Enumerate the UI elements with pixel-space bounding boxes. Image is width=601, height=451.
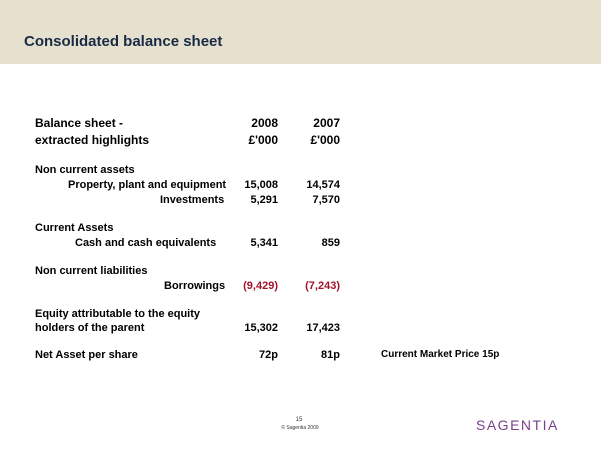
row-cash-2007: 859 [321,237,340,249]
page-number: 15 [295,417,303,423]
row-nav-2008: 72p [259,349,278,361]
table-heading-line2: extracted highlights [35,133,150,147]
section-non-current-liabilities: Non current liabilities [35,265,148,277]
row-equity-2008: 15,302 [244,322,278,334]
row-label-ppe: Property, plant and equipment [68,179,227,191]
row-nav-2007: 81p [321,349,340,361]
row-cash-2008: 5,341 [250,237,278,249]
row-ppe-2007: 14,574 [306,179,340,191]
row-investments-2007: 7,570 [312,194,340,206]
section-non-current-assets: Non current assets [35,164,135,176]
column-header-2008: 2008 [251,116,278,130]
sagentia-logo [476,416,580,432]
column-header-2007: 2007 [313,116,340,130]
row-investments-2008: 5,291 [250,194,278,206]
row-borrowings-2008: (9,429) [243,280,278,292]
table-heading-line1: Balance sheet - [35,116,124,130]
logo-text: SAGENTIA [476,417,559,432]
row-label-borrowings: Borrowings [164,280,226,292]
market-price-note: Current Market Price 15p [381,349,500,360]
section-equity-line2: holders of the parent [35,322,145,334]
column-unit-2008: £'000 [248,133,278,147]
page-title: Consolidated balance sheet [24,33,223,50]
section-current-assets: Current Assets [35,222,114,234]
row-label-investments: Investments [160,194,225,206]
row-equity-2007: 17,423 [306,322,340,334]
header-band [0,0,601,64]
copyright-notice: © Sagentia 2009 [281,425,319,431]
section-equity-line1: Equity attributable to the equity [35,308,201,320]
row-ppe-2008: 15,008 [244,179,278,191]
row-borrowings-2007: (7,243) [305,280,340,292]
section-net-asset-per-share: Net Asset per share [35,349,138,361]
column-unit-2007: £'000 [310,133,340,147]
row-label-cash: Cash and cash equivalents [75,237,217,249]
